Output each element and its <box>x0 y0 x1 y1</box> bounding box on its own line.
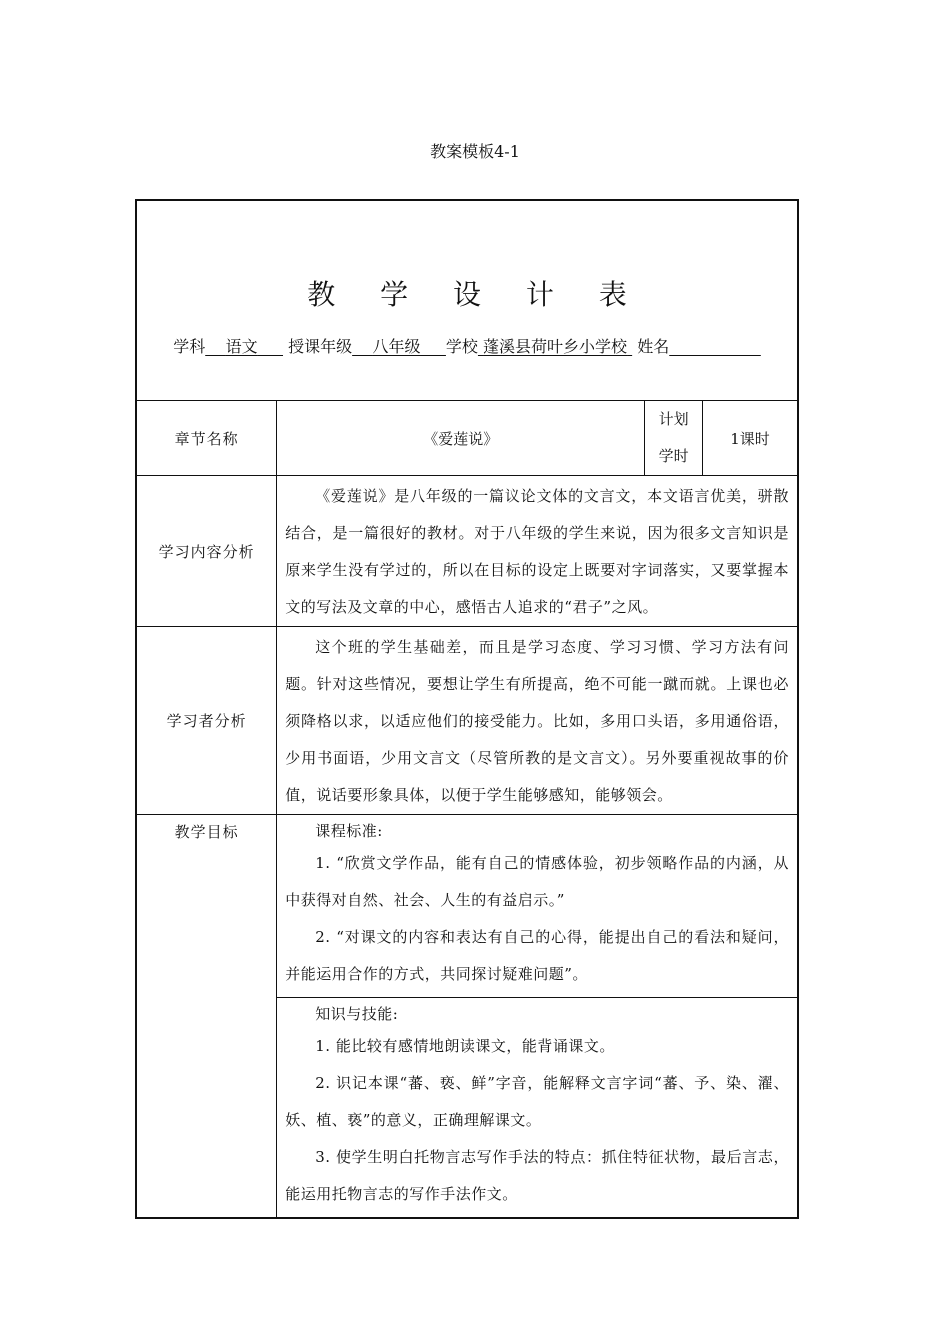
skills-item-3: 3. 使学生明白托物言志写作手法的特点：抓住特征状物，最后言志，能运用托物言志的写作手法作文。 <box>285 1148 789 1203</box>
planned-hours-label-1: 计划 <box>658 410 689 428</box>
skills-cell <box>277 998 798 1219</box>
school-value: 蓬溪县荷叶乡小学校 <box>483 337 628 356</box>
subject-value: 语文 <box>225 337 258 356</box>
learner-analysis-text: 这个班的学生基础差，而且是学习态度、学习习惯、学习方法有问题。针对这些情况，要想让学生有所提高，绝不可能一蹴而就。上课也必须降格以求，以适应他们的接受能力。比如，多用口头语，多用通俗语，少用书面语，少用文言文（尽管所教的是文言文）。另外要重视故事的价值，说话要形象具体，以便于学生能够感知，能够领会。 <box>285 638 789 804</box>
content-analysis-cell <box>277 476 798 627</box>
skills-item-1: 1. 能比较有感情地朗读课文，能背诵课文。 <box>315 1037 615 1055</box>
name-value <box>669 337 761 356</box>
name-label: 姓名 <box>637 337 670 356</box>
form-header <box>136 200 798 401</box>
form-header-row <box>136 200 798 401</box>
learner-analysis-label: 学习者分析 <box>136 627 277 815</box>
planned-hours-label-2: 学时 <box>658 447 689 465</box>
course-standards-item-1: 1. “欣赏文学作品，能有自己的情感体验，初步领略作品的内涵，从中获得对自然、社会、人生的有益启示。” <box>285 854 789 909</box>
info-line <box>137 334 797 357</box>
learner-analysis-cell <box>277 627 798 815</box>
grade-value: 八年级 <box>372 337 421 356</box>
objectives-row-standards <box>136 815 798 998</box>
content-analysis-label: 学习内容分析 <box>136 476 277 627</box>
course-standards-heading: 课程标准: <box>315 822 383 840</box>
lesson-design-form <box>135 199 799 1219</box>
chapter-value: 《爱莲说》 <box>277 401 645 476</box>
planned-hours-label <box>645 401 703 476</box>
form-title: 教 学 设 计 表 <box>307 278 645 311</box>
chapter-label: 章节名称 <box>136 401 277 476</box>
planned-hours-value: 1课时 <box>702 401 798 476</box>
skills-heading: 知识与技能: <box>315 1005 399 1023</box>
learner-analysis-row <box>136 627 798 815</box>
school-label: 学校 <box>445 337 478 356</box>
page-header: 教案模板4-1 <box>430 142 520 161</box>
content-analysis-row <box>136 476 798 627</box>
skills-item-2: 2. 识记本课“蕃、亵、鲜”字音，能解释文言字词“蕃、予、染、濯、妖、植、亵”的意义，正确理解课文。 <box>285 1074 789 1129</box>
subject-label: 学科 <box>173 337 206 356</box>
content-analysis-text: 《爱莲说》是八年级的一篇议论文体的文言文，本文语言优美，骈散结合，是一篇很好的教材。对于八年级的学生来说，因为很多文言知识是原来学生没有学过的，所以在目标的设定上既要对字词落实，又要掌握本文的写法及文章的中心，感悟古人追求的“君子”之风。 <box>285 487 789 616</box>
objectives-label: 教学目标 <box>136 815 277 1219</box>
chapter-row <box>136 401 798 476</box>
grade-label: 授课年级 <box>288 337 353 356</box>
course-standards-cell <box>277 815 798 998</box>
course-standards-item-2: 2. “对课文的内容和表达有自己的心得，能提出自己的看法和疑问，并能运用合作的方式，共同探讨疑难问题”。 <box>285 928 789 983</box>
